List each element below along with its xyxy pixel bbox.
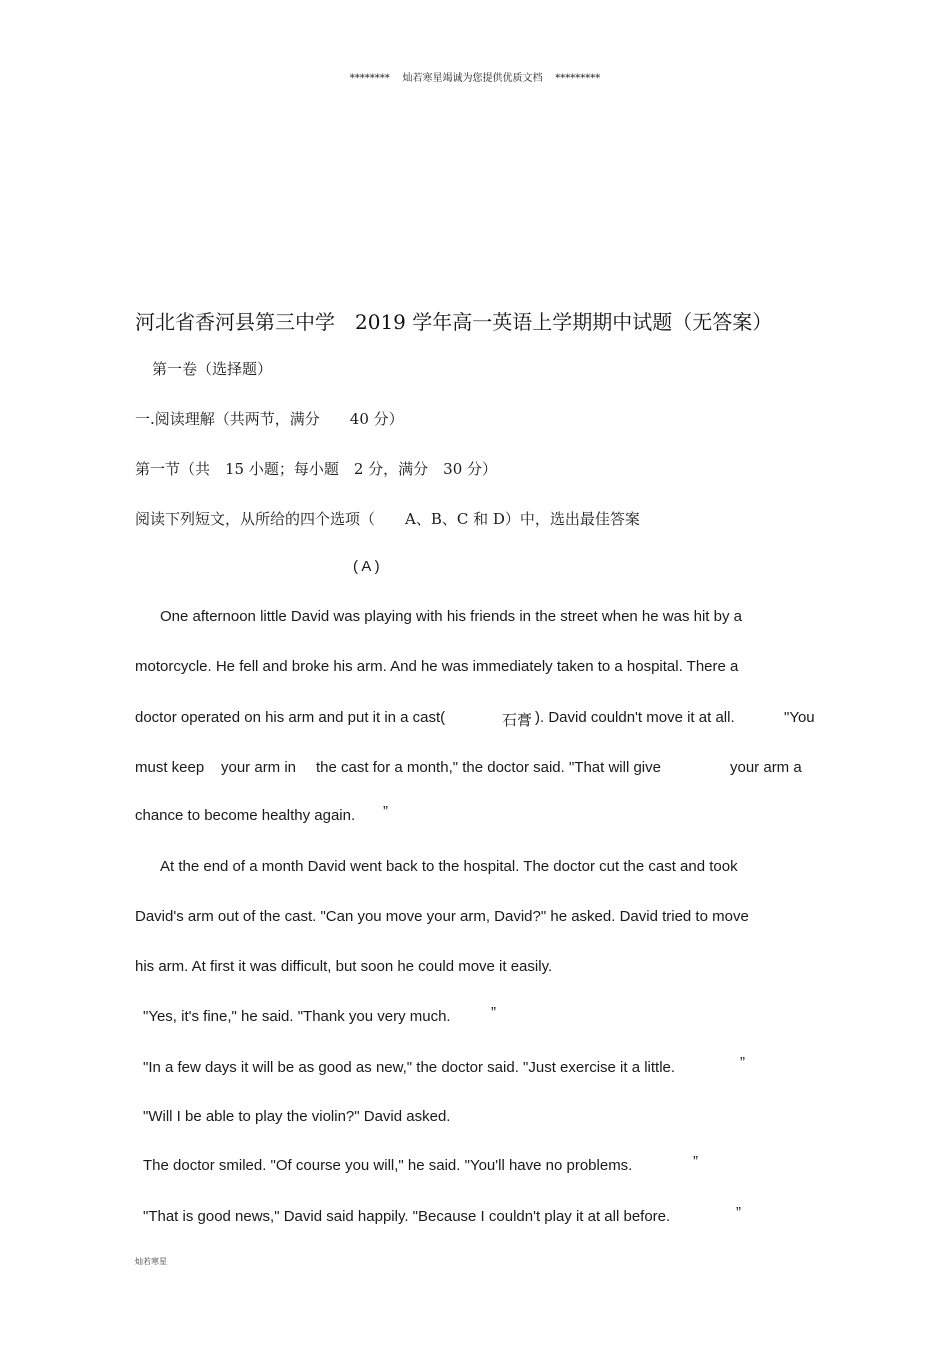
page-header: ******** 灿若寒星竭诚为您提供优质文档 *********	[349, 73, 601, 84]
passage-line-3-part-a: doctor operated on his arm and put it in a cast(	[135, 709, 446, 726]
page-footer: 灿若寒星	[135, 1257, 167, 1266]
passage-line-3-part-d: "You	[784, 709, 815, 726]
section-volume: 第一卷（选择题）	[152, 360, 273, 378]
passage-line-10-quote: ”	[740, 1054, 745, 1071]
part-one-subheading: 第一节（共 15 小题；每小题 2 分，满分 30 分）	[135, 460, 498, 478]
passage-line-4-part-c: the cast for a month," the doctor said. "That will give	[316, 759, 661, 776]
instruction-text: 阅读下列短文，从所给的四个选项（ A、B、C 和 D）中，选出最佳答案	[135, 510, 640, 528]
passage-line-4-part-d: your arm a	[730, 759, 802, 776]
passage-line-4-part-b: your arm in	[221, 759, 297, 776]
passage-line-6: At the end of a month David went back to the hospital. The doctor cut the cast and took	[160, 858, 738, 875]
passage-line-10: "In a few days it will be as good as new," the doctor said. "Just exercise it a little.	[143, 1059, 676, 1076]
passage-line-11: "Will I be able to play the violin?" David asked.	[143, 1108, 451, 1125]
passage-line-3-part-c: ). David couldn't move it at all.	[535, 709, 735, 726]
passage-line-13-quote: ”	[736, 1204, 741, 1221]
passage-line-5-quote: ”	[383, 803, 388, 820]
passage-line-2: motorcycle. He fell and broke his arm. And he was immediately taken to a hospital. There a	[135, 658, 739, 675]
document-title: 河北省香河县第三中学 2019 学年高一英语上学期期中试题（无答案）	[135, 310, 773, 334]
passage-label: ( A )	[353, 558, 380, 575]
passage-line-5: chance to become healthy again.	[135, 807, 356, 824]
passage-line-12: The doctor smiled. "Of course you will," he said. "You'll have no problems.	[143, 1157, 633, 1174]
passage-line-9-quote: ”	[491, 1004, 496, 1021]
passage-line-1: One afternoon little David was playing with his friends in the street when he was hit by a	[160, 608, 742, 625]
passage-line-13: "That is good news," David said happily. "Because I couldn't play it at all before.	[143, 1208, 671, 1225]
passage-line-4-part-a: must keep	[135, 759, 205, 776]
passage-line-3-gloss: 石膏	[502, 711, 533, 729]
passage-line-7: David's arm out of the cast. "Can you move your arm, David?" he asked. David tried to move	[135, 908, 749, 925]
passage-line-8: his arm. At first it was difficult, but soon he could move it easily.	[135, 958, 553, 975]
part-one-heading: 一.阅读理解（共两节，满分 40 分）	[135, 410, 404, 428]
passage-line-9: "Yes, it's fine," he said. "Thank you very much.	[143, 1008, 451, 1025]
passage-line-12-quote: ”	[693, 1153, 698, 1170]
